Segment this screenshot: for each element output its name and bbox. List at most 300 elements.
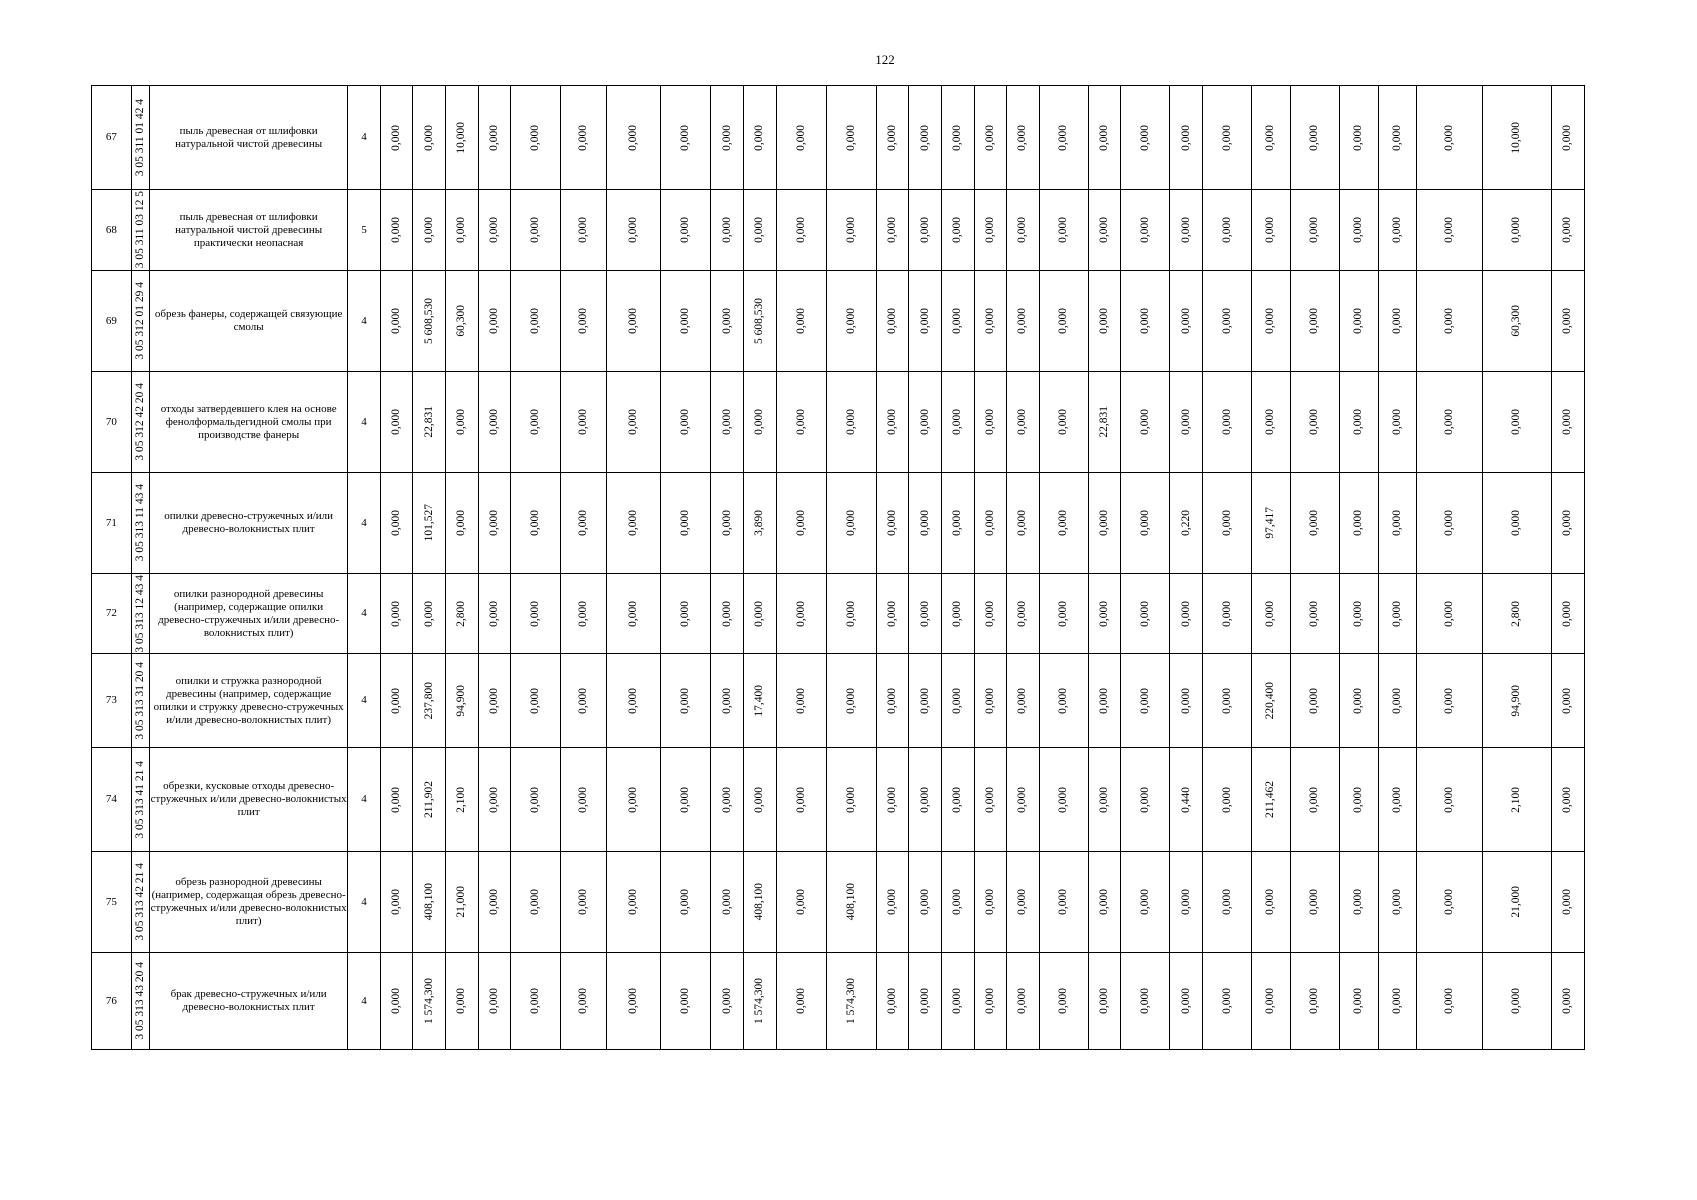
value-text: 0,000 [390, 889, 403, 915]
value-cell [909, 271, 942, 372]
value-cell [909, 372, 942, 473]
value-text: 0,000 [1442, 889, 1455, 915]
value-text: 0,000 [1561, 889, 1574, 915]
value-text: 0,000 [1510, 988, 1523, 1014]
value-cell [1551, 574, 1584, 654]
value-cell [1039, 372, 1088, 473]
value-text: 0,000 [1308, 124, 1321, 151]
value-cell [1121, 372, 1170, 473]
value-text: 0,000 [679, 308, 692, 334]
value-text: 0,000 [951, 510, 964, 536]
value-text: 0,000 [844, 308, 857, 334]
value-text: 0,000 [1264, 889, 1277, 915]
hazard-class: 4 [348, 654, 381, 748]
value-cell [1121, 271, 1170, 372]
value-text: 0,000 [918, 409, 931, 435]
value-cell [743, 473, 776, 574]
value-cell [776, 654, 826, 748]
value-text: 0,000 [951, 786, 964, 813]
value-text: 0,000 [1057, 786, 1070, 813]
value-text: 0,000 [983, 510, 996, 536]
value-text: 0,000 [794, 786, 807, 813]
value-cell [1378, 86, 1417, 190]
value-text: 0,000 [1308, 786, 1321, 813]
value-text: 0,000 [1352, 409, 1365, 435]
value-text: 0,000 [529, 510, 542, 536]
value-text: 0,000 [1016, 988, 1029, 1014]
value-cell [413, 654, 446, 748]
value-cell [1088, 473, 1121, 574]
waste-table [91, 85, 1585, 1050]
value-cell [607, 86, 661, 190]
value-text: 0,000 [1179, 217, 1192, 243]
value-cell [1290, 473, 1339, 574]
value-text: 0,000 [983, 786, 996, 813]
value-cell [776, 748, 826, 852]
value-text: 0,000 [1561, 510, 1574, 536]
value-text: 0,000 [885, 786, 898, 813]
value-text: 0,000 [390, 687, 403, 714]
value-cell [826, 852, 876, 953]
value-text: 94,900 [455, 684, 468, 717]
value-text: 0,000 [1098, 786, 1111, 813]
value-text: 0,000 [1390, 988, 1403, 1014]
value-cell [974, 748, 1007, 852]
value-text: 0,000 [1561, 600, 1574, 627]
value-cell [1252, 190, 1291, 271]
value-cell [478, 86, 511, 190]
value-text: 0,000 [488, 217, 500, 243]
value-text: 0,000 [951, 124, 964, 151]
value-cell [941, 473, 974, 574]
value-text: 0,000 [983, 308, 996, 334]
value-cell [1007, 654, 1040, 748]
value-text: 0,000 [983, 217, 996, 243]
value-cell [876, 86, 909, 190]
value-text: 0,000 [753, 600, 766, 627]
value-cell [826, 953, 876, 1050]
value-cell [380, 190, 413, 271]
value-text: 0,000 [390, 308, 403, 334]
value-cell [1007, 852, 1040, 953]
value-cell [909, 574, 942, 654]
value-text: 0,000 [1308, 600, 1321, 627]
value-cell [711, 654, 744, 748]
value-text: 0,000 [844, 687, 857, 714]
value-text: 0,000 [720, 600, 733, 627]
value-cell [478, 190, 511, 271]
value-text: 0,000 [1308, 409, 1321, 435]
value-text: 0,000 [1138, 510, 1151, 536]
value-text: 0,000 [1352, 510, 1365, 536]
value-cell [1170, 271, 1203, 372]
value-cell [1378, 190, 1417, 271]
value-cell [1170, 852, 1203, 953]
value-cell [607, 852, 661, 953]
value-cell [1203, 473, 1252, 574]
value-cell [1252, 372, 1291, 473]
waste-code-cell [131, 190, 149, 271]
value-cell [561, 654, 607, 748]
value-text: 0,000 [1138, 687, 1151, 714]
value-cell [511, 574, 561, 654]
waste-name: брак древесно-стружечных и/или древесно-волокнистых плит [150, 953, 348, 1050]
value-text: 0,000 [488, 510, 500, 536]
value-text: 0,000 [1098, 510, 1111, 536]
value-text: 0,000 [1057, 988, 1070, 1014]
value-cell [711, 574, 744, 654]
value-cell [561, 86, 607, 190]
value-text: 60,300 [1510, 305, 1523, 337]
value-cell [1417, 271, 1482, 372]
value-cell [511, 190, 561, 271]
value-cell [1378, 852, 1417, 953]
value-cell [1551, 748, 1584, 852]
value-cell [776, 372, 826, 473]
value-cell [876, 271, 909, 372]
value-cell [661, 748, 711, 852]
value-cell [1378, 953, 1417, 1050]
value-text: 0,000 [1308, 510, 1321, 536]
value-cell [1121, 473, 1170, 574]
value-cell [413, 271, 446, 372]
value-cell [974, 473, 1007, 574]
table-row [92, 190, 1585, 271]
value-text: 0,000 [1352, 600, 1365, 627]
value-text: 0,000 [1057, 124, 1070, 151]
value-text: 0,000 [844, 600, 857, 627]
value-cell [1088, 852, 1121, 953]
value-cell [1121, 748, 1170, 852]
value-cell [1482, 748, 1551, 852]
value-cell [1203, 654, 1252, 748]
value-text: 0,000 [529, 308, 542, 334]
value-cell [743, 748, 776, 852]
value-text: 0,000 [1442, 217, 1455, 243]
value-cell [1482, 86, 1551, 190]
value-cell [941, 190, 974, 271]
value-text: 0,000 [488, 988, 500, 1014]
value-text: 0,000 [577, 409, 590, 435]
waste-name: пыль древесная от шлифовки натуральной чистой древесины практически неопасная [150, 190, 348, 271]
value-text: 0,000 [1442, 600, 1455, 627]
value-text: 0,000 [951, 217, 964, 243]
value-cell [607, 574, 661, 654]
value-cell [776, 473, 826, 574]
value-text: 0,000 [577, 988, 590, 1014]
value-cell [380, 953, 413, 1050]
waste-code-cell [131, 574, 149, 654]
waste-code-cell [131, 372, 149, 473]
value-cell [1551, 86, 1584, 190]
value-cell [1290, 271, 1339, 372]
waste-code: 3 05 311 01 42 4 [133, 98, 146, 177]
value-cell [413, 852, 446, 953]
row-number: 70 [92, 372, 132, 473]
value-text: 0,000 [627, 308, 640, 334]
value-text: 0,000 [720, 217, 733, 243]
value-text: 0,000 [1138, 600, 1151, 627]
value-text: 0,000 [720, 510, 733, 536]
value-text: 0,000 [720, 687, 733, 714]
value-cell [1551, 372, 1584, 473]
value-text: 21,000 [455, 886, 468, 918]
value-cell [380, 574, 413, 654]
value-cell [1290, 86, 1339, 190]
value-text: 0,000 [1308, 988, 1321, 1014]
value-text: 21,000 [1510, 886, 1523, 918]
value-cell [561, 271, 607, 372]
value-text: 0,000 [679, 217, 692, 243]
value-text: 60,300 [455, 305, 468, 337]
value-cell [909, 852, 942, 953]
value-text: 0,000 [529, 217, 542, 243]
value-cell [511, 654, 561, 748]
value-text: 0,000 [885, 988, 898, 1014]
value-cell [743, 86, 776, 190]
value-cell [380, 852, 413, 953]
value-text: 211,902 [422, 781, 435, 818]
value-cell [1203, 86, 1252, 190]
value-text: 0,000 [1220, 409, 1233, 435]
value-text: 0,000 [1016, 308, 1029, 334]
value-text: 0,000 [390, 124, 403, 151]
waste-code: 3 05 311 03 12 5 [133, 191, 146, 269]
value-cell [511, 271, 561, 372]
value-cell [1551, 473, 1584, 574]
value-text: 0,000 [1510, 409, 1523, 435]
value-cell [941, 86, 974, 190]
value-text: 408,100 [422, 883, 435, 921]
value-text: 0,000 [1220, 217, 1233, 243]
value-cell [380, 473, 413, 574]
value-text: 0,000 [1179, 687, 1192, 714]
value-cell [1252, 473, 1291, 574]
value-cell [478, 271, 511, 372]
value-text: 0,000 [1016, 600, 1029, 627]
value-text: 0,000 [720, 786, 733, 813]
value-text: 0,000 [455, 217, 468, 243]
value-text: 0,000 [794, 124, 807, 151]
value-text: 0,000 [1138, 308, 1151, 334]
value-text: 0,000 [951, 409, 964, 435]
value-text: 0,000 [1510, 510, 1523, 536]
value-text: 0,000 [529, 988, 542, 1014]
value-text: 5 608,530 [422, 298, 435, 344]
value-text: 0,000 [1308, 217, 1321, 243]
value-text: 0,000 [1264, 988, 1277, 1014]
value-text: 0,000 [577, 510, 590, 536]
value-cell [1290, 372, 1339, 473]
value-text: 0,000 [390, 409, 403, 435]
value-cell [826, 372, 876, 473]
value-text: 0,000 [1179, 600, 1192, 627]
value-text: 211,462 [1264, 781, 1277, 818]
value-cell [1378, 271, 1417, 372]
value-text: 0,000 [1016, 889, 1029, 915]
value-cell [1482, 190, 1551, 271]
value-cell [661, 190, 711, 271]
value-text: 0,000 [1264, 600, 1277, 627]
value-cell [711, 953, 744, 1050]
value-text: 0,000 [627, 687, 640, 714]
waste-name: пыль древесная от шлифовки натуральной чистой древесины [150, 86, 348, 190]
value-cell [941, 953, 974, 1050]
value-cell [876, 654, 909, 748]
value-text: 0,000 [951, 600, 964, 627]
value-cell [776, 953, 826, 1050]
value-cell [478, 852, 511, 953]
value-cell [511, 86, 561, 190]
waste-code-cell [131, 86, 149, 190]
value-cell [661, 86, 711, 190]
value-text: 0,000 [577, 308, 590, 334]
value-cell [1088, 953, 1121, 1050]
value-text: 0,000 [1561, 308, 1574, 334]
waste-code-cell [131, 852, 149, 953]
waste-code: 3 05 313 31 20 4 [133, 661, 146, 740]
value-text: 0,000 [753, 786, 766, 813]
value-cell [776, 574, 826, 654]
value-text: 0,000 [1098, 687, 1111, 714]
value-cell [1482, 654, 1551, 748]
value-text: 0,000 [488, 308, 500, 334]
value-text: 0,000 [422, 124, 435, 151]
value-text: 0,000 [488, 786, 500, 813]
waste-code: 3 05 313 42 21 4 [133, 863, 146, 941]
value-cell [711, 372, 744, 473]
value-cell [743, 654, 776, 748]
value-text: 10,000 [1510, 121, 1523, 154]
waste-name: обрезь фанеры, содержащей связующие смолы [150, 271, 348, 372]
value-cell [1007, 190, 1040, 271]
value-text: 0,000 [529, 600, 542, 627]
value-cell [1378, 473, 1417, 574]
value-text: 0,220 [1179, 510, 1192, 536]
value-text: 0,000 [918, 600, 931, 627]
value-cell [1252, 574, 1291, 654]
value-text: 0,000 [983, 988, 996, 1014]
value-text: 0,000 [1098, 600, 1111, 627]
value-cell [561, 748, 607, 852]
value-cell [974, 953, 1007, 1050]
value-text: 5 608,530 [753, 298, 766, 344]
value-cell [1170, 473, 1203, 574]
value-text: 0,000 [422, 217, 435, 243]
value-text: 0,000 [1308, 308, 1321, 334]
value-text: 0,000 [1390, 786, 1403, 813]
value-cell [661, 574, 711, 654]
value-text: 0,000 [885, 687, 898, 714]
value-text: 0,000 [794, 308, 807, 334]
value-text: 0,000 [1442, 687, 1455, 714]
value-text: 0,000 [1179, 308, 1192, 334]
value-cell [1039, 654, 1088, 748]
value-cell [380, 748, 413, 852]
value-cell [1170, 372, 1203, 473]
value-cell [743, 953, 776, 1050]
value-cell [1088, 190, 1121, 271]
value-text: 0,000 [1138, 124, 1151, 151]
hazard-class: 4 [348, 372, 381, 473]
value-text: 0,000 [577, 600, 590, 627]
value-text: 0,000 [390, 988, 403, 1014]
value-cell [478, 748, 511, 852]
value-text: 0,000 [679, 124, 692, 151]
value-cell [1339, 748, 1378, 852]
value-cell [876, 852, 909, 953]
value-text: 0,440 [1179, 786, 1192, 813]
value-cell [876, 574, 909, 654]
value-cell [1007, 574, 1040, 654]
value-cell [478, 654, 511, 748]
value-cell [1290, 574, 1339, 654]
value-cell [876, 473, 909, 574]
value-cell [661, 953, 711, 1050]
value-cell [511, 372, 561, 473]
value-text: 22,831 [1098, 406, 1111, 438]
value-text: 0,000 [1057, 600, 1070, 627]
value-cell [743, 271, 776, 372]
value-cell [974, 271, 1007, 372]
value-text: 0,000 [1352, 124, 1365, 151]
value-cell [1551, 654, 1584, 748]
value-text: 0,000 [794, 600, 807, 627]
table-row [92, 852, 1585, 953]
value-text: 0,000 [488, 687, 500, 714]
value-cell [941, 654, 974, 748]
waste-code: 3 05 313 41 21 4 [133, 760, 146, 839]
waste-code-cell [131, 654, 149, 748]
value-text: 0,000 [1390, 409, 1403, 435]
value-text: 0,000 [1390, 510, 1403, 536]
value-text: 0,000 [794, 988, 807, 1014]
value-cell [413, 190, 446, 271]
value-text: 0,000 [1138, 786, 1151, 813]
value-text: 0,000 [983, 687, 996, 714]
value-text: 0,000 [679, 600, 692, 627]
value-cell [413, 953, 446, 1050]
value-text: 0,000 [885, 217, 898, 243]
value-cell [1339, 190, 1378, 271]
value-text: 0,000 [1264, 217, 1277, 243]
value-text: 0,000 [390, 510, 403, 536]
value-cell [1482, 574, 1551, 654]
waste-code: 3 05 312 42 20 4 [133, 383, 146, 461]
hazard-class: 5 [348, 190, 381, 271]
value-cell [1551, 271, 1584, 372]
page-number: 122 [875, 52, 895, 67]
value-cell [446, 86, 479, 190]
value-cell [876, 190, 909, 271]
value-text: 0,000 [1352, 786, 1365, 813]
value-text: 0,000 [794, 687, 807, 714]
value-text: 0,000 [1057, 409, 1070, 435]
hazard-class: 4 [348, 852, 381, 953]
value-text: 237,800 [422, 681, 435, 720]
value-text: 0,000 [390, 217, 403, 243]
value-text: 0,000 [951, 889, 964, 915]
value-text: 0,000 [1561, 687, 1574, 714]
value-text: 0,000 [1442, 409, 1455, 435]
value-text: 0,000 [627, 988, 640, 1014]
value-text: 1 574,300 [753, 978, 766, 1024]
value-text: 0,000 [918, 786, 931, 813]
value-text: 220,400 [1264, 681, 1277, 720]
value-cell [1039, 852, 1088, 953]
value-text: 0,000 [918, 889, 931, 915]
value-text: 0,000 [918, 217, 931, 243]
